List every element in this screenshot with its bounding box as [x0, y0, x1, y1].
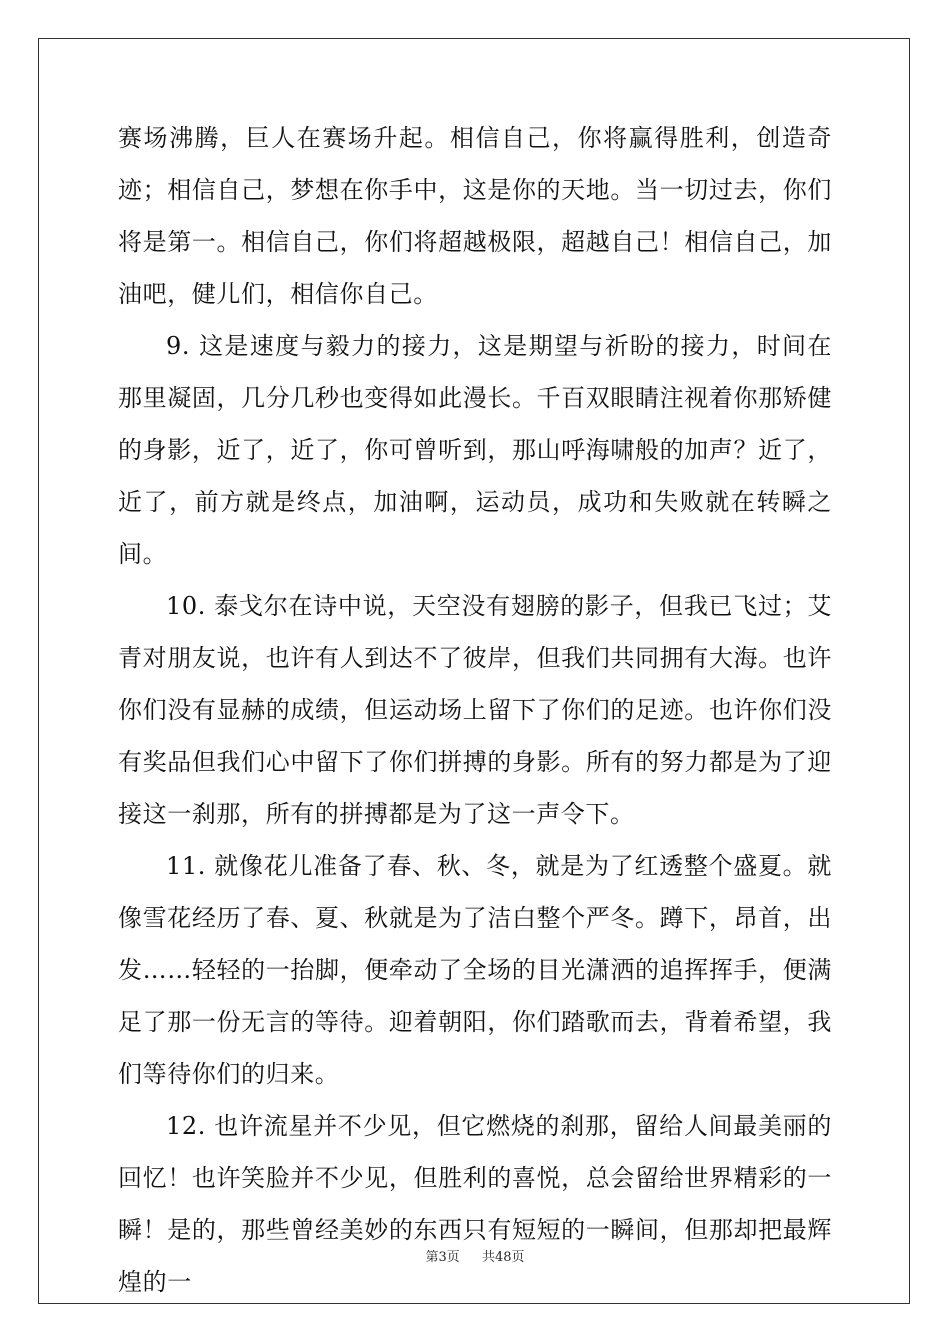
paragraph: 9. 这是速度与毅力的接力，这是期望与祈盼的接力，时间在那里凝固，几分几秒也变得如此漫长。千百双眼睛注视着你那矫健的身影，近了，近了，你可曾听到，那山呼海啸般的加声？近了，近了，前方就是终点，加油啊，运动员，成功和失败就在转瞬之间。	[118, 332, 832, 568]
paragraph: 12. 也许流星并不少见，但它燃烧的刹那，留给人间最美丽的回忆！也许笑脸并不少见，但胜利的喜悦，总会留给世界精彩的一瞬！是的，那些曾经美妙的东西只有短短的一瞬间，但那却把最辉煌的一	[118, 1112, 832, 1296]
paragraph: 10. 泰戈尔在诗中说，天空没有翅膀的影子，但我已飞过；艾青对朋友说，也许有人到达不了彼岸，但我们共同拥有大海。也许你们没有显赫的成绩，但运动场上留下了你们的足迹。也许你们没有奖品但我们心中留下了你们拼搏的身影。所有的努力都是为了迎接这一刹那，所有的拼搏都是为了这一声令下。	[118, 592, 832, 828]
document-body	[118, 112, 832, 1308]
paragraph: 11. 就像花儿准备了春、秋、冬，就是为了红透整个盛夏。就像雪花经历了春、夏、秋就是为了洁白整个严冬。蹲下，昂首，出发……轻轻的一抬脚，便牵动了全场的目光潇洒的追挥挥手，便满足了那一份无言的等待。迎着朝阳，你们踏歌而去，背着希望，我们等待你们的归来。	[118, 852, 832, 1088]
total-page-count: 共48页	[482, 1250, 525, 1265]
paragraph: 赛场沸腾，巨人在赛场升起。相信自己，你将赢得胜利，创造奇迹；相信自己，梦想在你手中，这是你的天地。当一切过去，你们将是第一。相信自己，你们将超越极限，超越自己！相信自己，加油吧，健儿们，相信你自己。	[118, 124, 832, 308]
page-footer	[0, 1246, 950, 1265]
current-page-number: 第3页	[425, 1250, 460, 1265]
